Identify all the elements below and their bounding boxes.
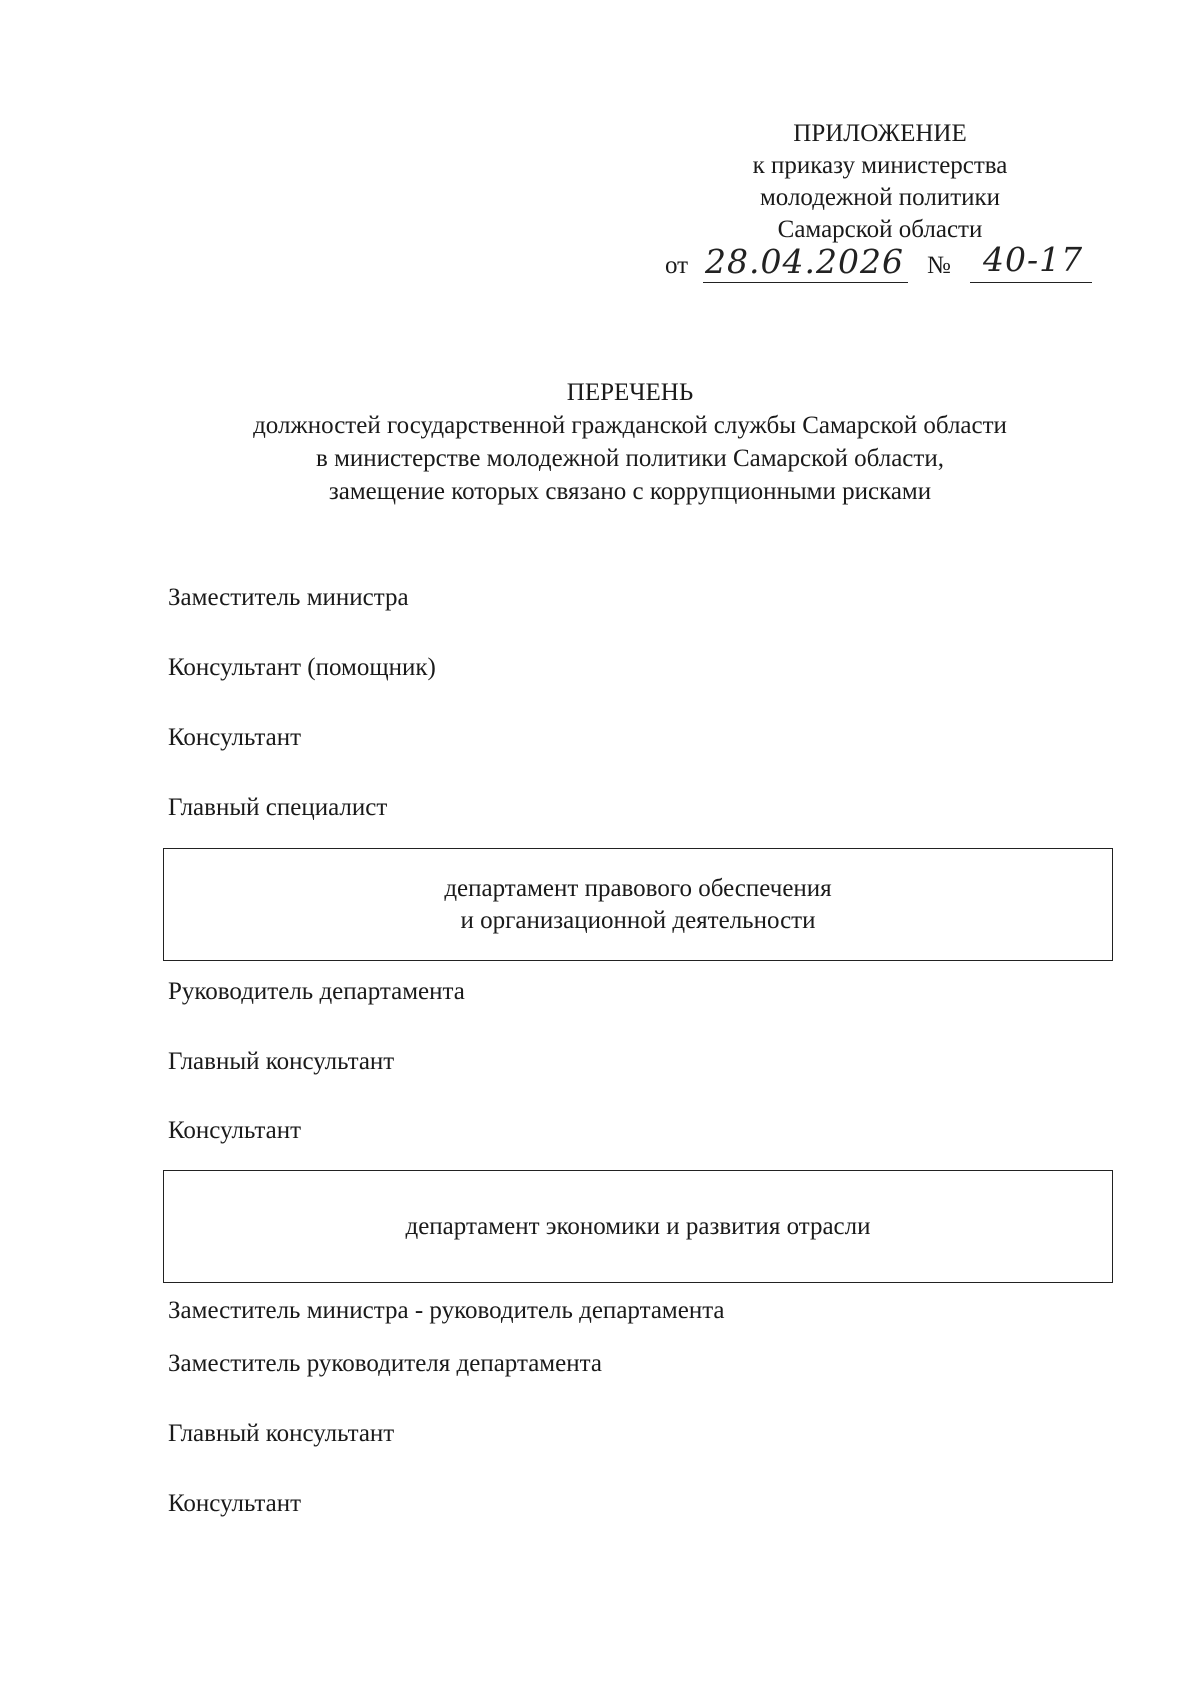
order-number-label: № — [927, 252, 951, 279]
department-name-line-1: департамент экономики и развития отрасли — [405, 1212, 871, 1240]
document-heading — [130, 376, 1130, 508]
annex-line-3: Самарской области — [777, 216, 983, 243]
department-box — [163, 848, 1113, 961]
order-number-underline — [970, 282, 1092, 283]
order-from-label: от — [665, 252, 689, 279]
department-name-line-2: и организационной деятельности — [460, 906, 816, 934]
position-item: Консультант (помощник) — [168, 654, 436, 681]
heading-line-1: должностей государственной гражданской службы Самарской области — [253, 412, 1007, 439]
position-item: Главный консультант — [168, 1420, 395, 1447]
annex-header — [660, 118, 1100, 246]
order-date-underline — [703, 282, 908, 283]
position-item: Консультант — [168, 1490, 302, 1517]
position-item: Консультант — [168, 724, 302, 751]
position-item: Консультант — [168, 1117, 302, 1144]
annex-line-2: молодежной политики — [759, 184, 1001, 211]
heading-title: ПЕРЕЧЕНЬ — [566, 379, 694, 406]
annex-title: ПРИЛОЖЕНИЕ — [793, 120, 967, 147]
order-date: 28.04.2026 — [705, 242, 904, 281]
annex-line-1: к приказу министерства — [752, 152, 1008, 179]
position-item: Заместитель министра - руководитель департамента — [168, 1297, 725, 1324]
position-item: Заместитель министра — [168, 584, 409, 611]
position-item: Заместитель руководителя департамента — [168, 1350, 602, 1377]
order-reference — [665, 240, 1105, 284]
position-item: Руководитель департамента — [168, 978, 465, 1005]
position-item: Главный специалист — [168, 794, 388, 821]
department-name-line-1: департамент правового обеспечения — [444, 874, 832, 902]
order-number: 40-17 — [983, 240, 1084, 279]
position-item: Главный консультант — [168, 1048, 395, 1075]
department-box — [163, 1170, 1113, 1283]
heading-line-2: в министерстве молодежной политики Самарской области, — [316, 445, 944, 472]
heading-line-3: замещение которых связано с коррупционными рисками — [328, 478, 932, 505]
